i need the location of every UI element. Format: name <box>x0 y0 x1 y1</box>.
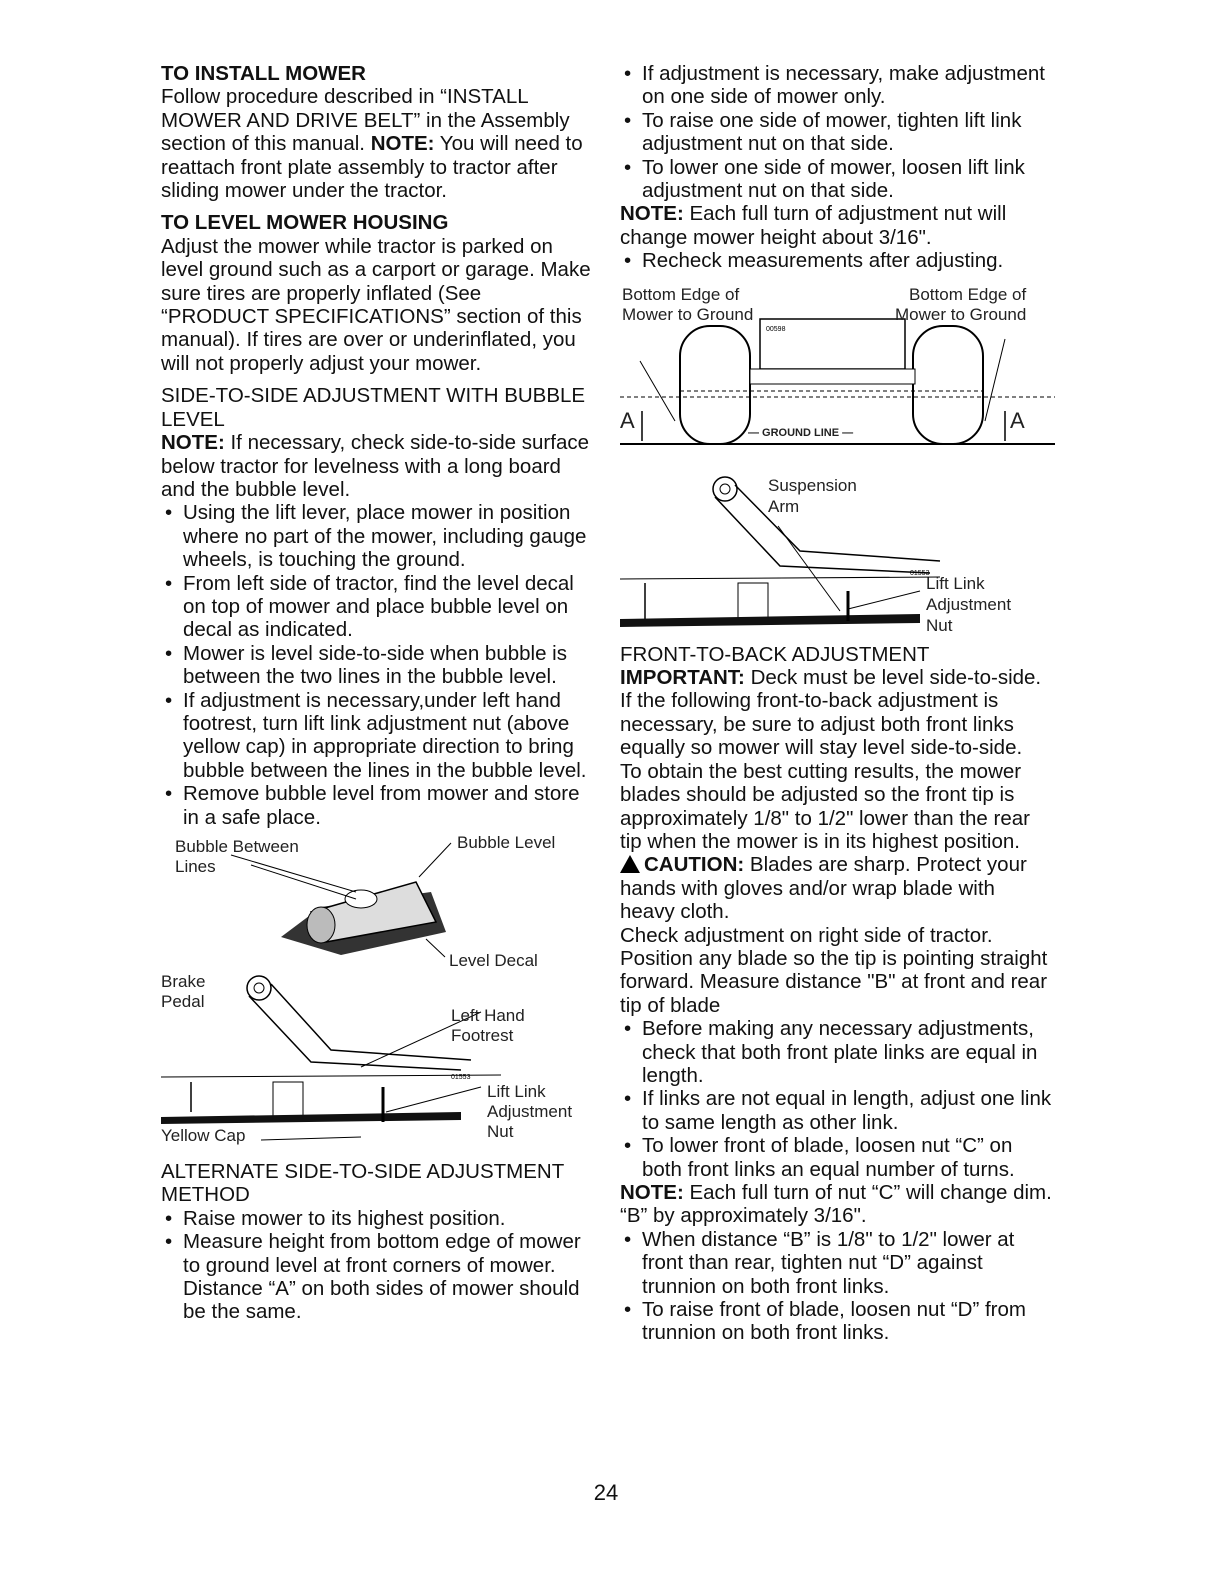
install-mower-heading: TO INSTALL MOWER <box>161 62 366 85</box>
footrest-label: Footrest <box>451 1026 514 1045</box>
brake-label: Brake <box>161 972 206 991</box>
list-item: • If adjustment is necessary,under left hand footrest, turn lift link adjustment nut (above yellow cap) in appropriate direction to bring bubble between the lines in the bubble level. <box>161 689 591 783</box>
alternate-bullets <box>161 1207 591 1324</box>
left-column <box>161 62 591 1324</box>
lift-link-label: Lift Link <box>487 1082 546 1101</box>
bottom-edge-right-label-2: Mower to Ground <box>895 304 1027 324</box>
lift-link-label-right: Lift Link <box>926 573 985 593</box>
page-number: 24 <box>593 1480 619 1505</box>
nut-c-note: NOTE: Each full turn of nut “C” will change dim. “B” by approximately 3/16". <box>620 1181 1052 1228</box>
height-note: NOTE: Each full turn of adjustment nut will change mower height about 3/16". <box>620 202 1007 249</box>
level-housing-heading: TO LEVEL MOWER HOUSING <box>161 211 449 235</box>
suspension-illustration <box>620 471 1055 641</box>
list-item: • Before making any necessary adjustments, check that both front plate links are equal in length. <box>620 1017 1055 1087</box>
adjustment-label: Adjustment <box>487 1102 573 1121</box>
side-bubble-heading: SIDE-TO-SIDE ADJUSTMENT WITH BUBBLE LEVEL <box>161 384 586 431</box>
ground-line-label: — GROUND LINE — <box>748 426 854 439</box>
tractor-front-figure <box>620 281 1055 471</box>
right-top-bullets <box>620 62 1055 202</box>
check-adjustment-text: Check adjustment on right side of tractor. Position any blade so the tip is pointing straight forward. Measure distance "B" at front and rear tip of blade <box>620 923 1048 1017</box>
list-item: • Measure height from bottom edge of mower to ground level at front corners of mower. Distance “A” on both sides of mower should be the same. <box>161 1230 591 1324</box>
bottom-edge-left-label-1: Bottom Edge of <box>622 284 740 304</box>
arm-label: Arm <box>768 496 800 516</box>
suspension-part-code: 01553 <box>910 569 930 577</box>
bubble-level-label: Bubble Level <box>457 833 556 852</box>
distance-a-left-label: A <box>620 407 635 433</box>
list-item: • To raise one side of mower, tighten lift link adjustment nut on that side. <box>620 109 1055 156</box>
bottom-edge-left-label-2: Mower to Ground <box>622 304 754 324</box>
list-item: • If adjustment is necessary, make adjustment on one side of mower only. <box>620 62 1055 109</box>
list-item: • Recheck measurements after adjusting. <box>620 249 1055 272</box>
install-mower-text: Follow procedure described in “INSTALL MOWER AND DRIVE BELT” in the Assembly section of this manual. NOTE: You will need to reattach front plate assembly to tractor after sliding mower under the tractor. <box>161 85 583 203</box>
list-item: • Raise mower to its highest position. <box>161 1207 591 1230</box>
front-back-bullets-2 <box>620 1228 1055 1345</box>
alternate-heading: ALTERNATE SIDE-TO-SIDE ADJUSTMENT METHOD <box>161 1160 564 1207</box>
footrest-part-code: 01553 <box>451 1074 471 1081</box>
level-decal-label: Level Decal <box>449 951 538 970</box>
important-note: IMPORTANT: Deck must be level side-to-side. If the following front-to-back adjustment is necessary, be sure to adjust both front links equally so mower will stay level side-to-side. <box>620 666 1042 760</box>
warning-icon <box>620 855 640 873</box>
front-back-bullets <box>620 1017 1055 1181</box>
lines-label: Lines <box>175 857 216 876</box>
front-back-heading: FRONT-TO-BACK ADJUSTMENT <box>620 642 930 666</box>
yellow-cap-label: Yellow Cap <box>161 1126 246 1145</box>
level-housing-text: Adjust the mower while tractor is parked on level ground such as a carport or garage. Make sure tires are properly inflated (See “PRODUCT SPECIFICATIONS” section of this manual). If tires are over or underinflated, you will not properly adjust your mower. <box>161 234 591 375</box>
list-item: • Using the lift lever, place mower in position where no part of the mower, including gauge wheels, is touching the ground. <box>161 501 591 571</box>
caution-note: CAUTION: Blades are sharp. Protect your hands with gloves and/or wrap blade with heavy cloth. <box>620 853 1027 924</box>
right-column <box>620 62 1055 1345</box>
list-item: • Mower is level side-to-side when bubble is between the two lines in the bubble level. <box>161 642 591 689</box>
pedal-label: Pedal <box>161 992 205 1011</box>
adjustment-label-right: Adjustment <box>926 594 1012 614</box>
side-bubble-note: NOTE: If necessary, check side-to-side surface below tractor for levelness with a long board and the bubble level. <box>161 431 590 501</box>
side-bubble-bullets <box>161 501 591 829</box>
nut-label-right: Nut <box>926 615 953 635</box>
bubble-between-label: Bubble Between <box>175 837 299 856</box>
left-hand-label: Left Hand <box>451 1006 525 1025</box>
bubble-level-figure <box>161 833 591 972</box>
list-item: • When distance “B” is 1/8" to 1/2" lower at front than rear, tighten nut “D” against trunnion on both front links. <box>620 1228 1055 1298</box>
list-item: • To lower one side of mower, loosen lift link adjustment nut on that side. <box>620 156 1055 203</box>
cutting-results-text: To obtain the best cutting results, the mower blades should be adjusted so the front tip is approximately 1/8" to 1/2" lower than the rear tip when the mower is in its highest position. <box>620 759 1030 853</box>
suspension-label: Suspension <box>768 475 857 495</box>
list-item: • From left side of tractor, find the level decal on top of mower and place bubble level on decal as indicated. <box>161 572 591 642</box>
list-item: • To raise front of blade, loosen nut “D” from trunnion on both front links. <box>620 1298 1055 1345</box>
tractor-part-code: 00598 <box>766 325 786 333</box>
nut-label: Nut <box>487 1122 514 1141</box>
distance-a-right-label: A <box>1010 407 1025 433</box>
footrest-figure <box>161 972 591 1145</box>
list-item: • Remove bubble level from mower and store in a safe place. <box>161 782 591 829</box>
recheck-bullet <box>620 249 1055 272</box>
list-item: • If links are not equal in length, adjust one link to same length as other link. <box>620 1087 1055 1134</box>
bottom-edge-right-label-1: Bottom Edge of <box>909 284 1027 304</box>
list-item: • To lower front of blade, loosen nut “C” on both front links an equal number of turns. <box>620 1134 1055 1181</box>
suspension-figure <box>620 471 1055 641</box>
